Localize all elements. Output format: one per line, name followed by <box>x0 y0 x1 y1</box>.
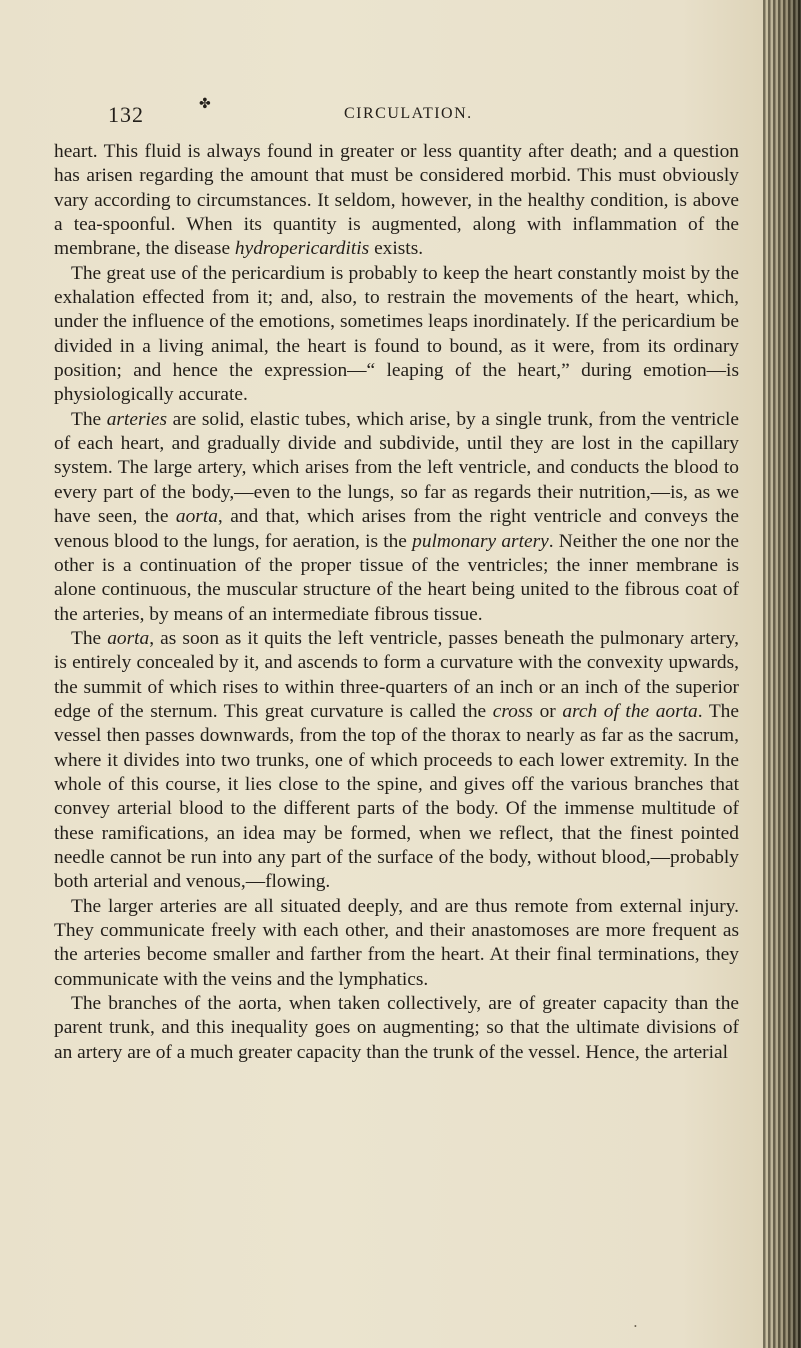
paper-speck: • <box>634 1322 637 1331</box>
text-run: . The vessel then passes downwards, from the top of the thorax to nearly as far as the sacrum, where it divides into two trunks, one of which proceeds to each lower extremity. In the whole of this course, it lies close to the spine, and gives off the various branches that convey arterial blood to the different parts of the body. Of the immense multitude of these ramifications, an idea may be formed, when we reflect, that the finest pointed needle cannot be run into any part of the surface of the body, without blood,—probably both arterial and venous,—flowing. <box>54 700 739 893</box>
text-run: exists. <box>369 238 424 260</box>
body-text <box>54 140 739 1065</box>
paragraph <box>54 408 739 627</box>
paragraph <box>54 895 739 992</box>
text-run: heart. This fluid is always found in greater or less quantity after death; and a question has arisen regarding the amount that must be considered morbid. This must obviously vary according to circumstances. It seldom, however, in the healthy condition, is above a tea-spoonful. When its quantity is augmented, along with inflammation of the membrane, the disease <box>54 141 739 260</box>
paragraph <box>54 627 739 895</box>
text-run: . Neither the one nor the other is a continuation of the proper tissue of the ventricles; the inner membrane is alone continuous, the muscular structure of the heart being united to the fibrous coat of the arteries, by means of an intermediate fibrous tissue. <box>54 530 739 625</box>
text-run: The branches of the aorta, when taken collectively, are of greater capacity than the parent trunk, and this inequality goes on augmenting; so that the ultimate divisions of an artery are of a much greater capacity than the trunk of the vessel. Hence, the arterial <box>54 993 739 1063</box>
text-run: are solid, elastic tubes, which arise, by a single trunk, from the ventricle of each heart, and gradually divide and subdivide, until they are lost in the capillary system. The large artery, which arises from the left ventricle, and conducts the blood to every part of the body,—even to the lungs, so far as regards their nutrition,—is, as we have seen, the <box>54 408 740 528</box>
text-run: The <box>71 408 107 430</box>
italic-term: arteries <box>106 408 168 430</box>
italic-term: cross <box>492 700 533 722</box>
text-run: or <box>532 700 563 722</box>
italic-term: hydropericarditis <box>234 238 370 260</box>
text-run: The larger arteries are all situated deeply, and are thus remote from external injury. They communicate freely with each other, and their anastomoses are more frequent as the arteries become smaller and farther from the heart. At their final terminations, they communicate with the veins and the lymphatics. <box>54 895 739 990</box>
running-head: CIRCULATION. <box>344 105 473 122</box>
italic-term: aorta <box>107 627 150 649</box>
page-number: 132 <box>108 102 144 127</box>
paragraph <box>54 992 739 1065</box>
page-header <box>108 96 728 126</box>
text-run: The <box>71 627 108 649</box>
paragraph-continued <box>54 140 739 262</box>
printer-ornament-icon: ✤ <box>199 97 211 112</box>
text-run: , as soon as it quits the left ventricle, passes beneath the pulmonary artery, is entirely concealed by it, and ascends to form a curvature with the convexity upwards, the summit of which rises to within three-quarters of an inch or an inch of the superior edge of the sternum. This great curvature is called the <box>54 627 739 722</box>
italic-term: aorta <box>175 506 218 528</box>
italic-term: pulmonary artery <box>412 530 549 552</box>
text-run: , and that, which arises from the right ventricle and conveys the venous blood to the lungs, for aeration, is the <box>54 506 739 552</box>
text-run: The great use of the pericardium is probably to keep the heart constantly moist by the exhalation effected from it; and, also, to restrain the movements of the heart, which, under the influence of the emotions, sometimes leaps inordinately. If the pericardium be divided in a living animal, the heart is found to bound, as it were, from its ordinary position; and hence the expression—“ leaping of the heart,” during emotion—is physiologically accurate. <box>54 262 739 406</box>
paragraph <box>54 262 739 408</box>
book-page-edge <box>763 0 801 1348</box>
italic-term: arch of the aorta <box>562 700 698 722</box>
